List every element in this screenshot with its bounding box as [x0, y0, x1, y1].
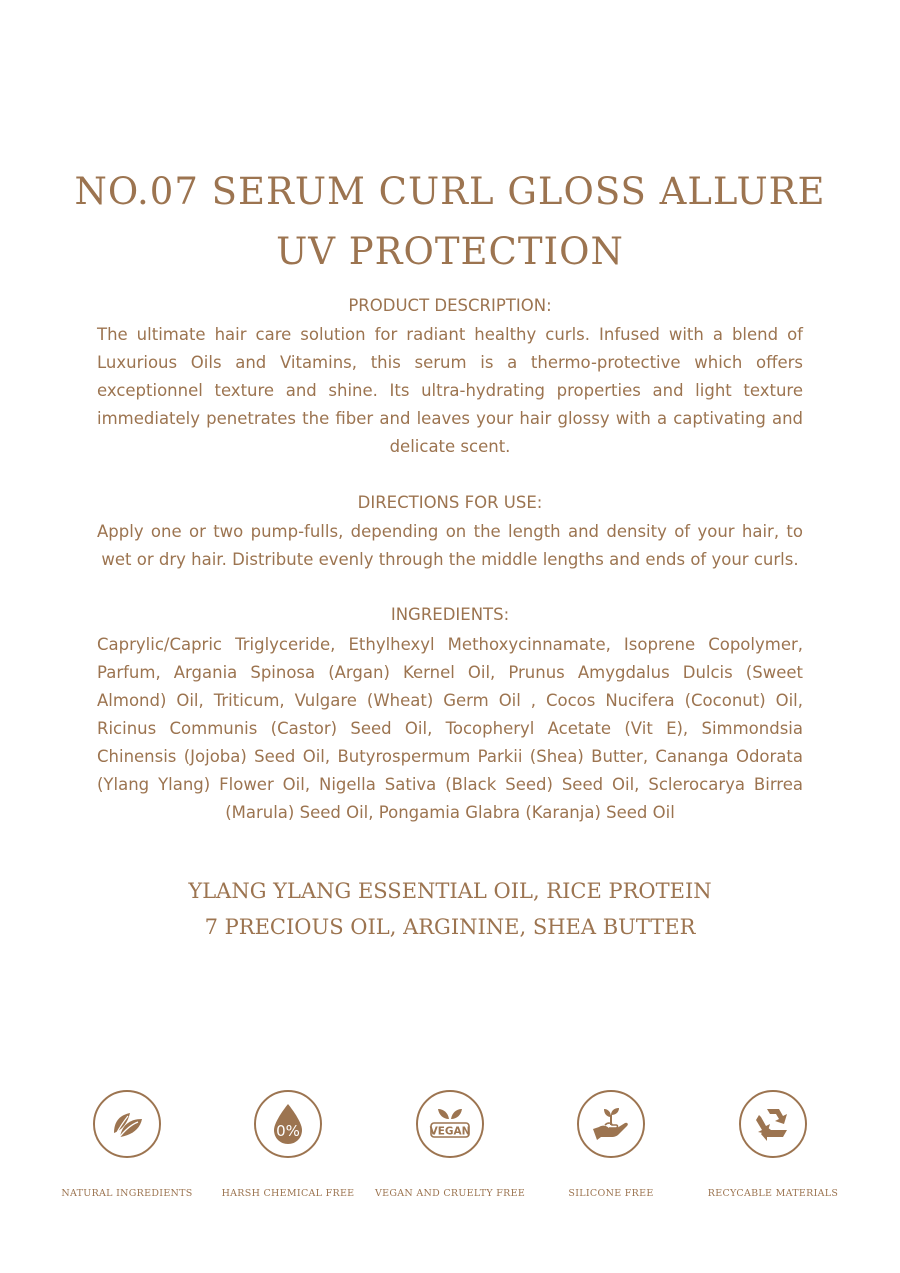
- hand-plant-icon: [577, 1090, 645, 1158]
- description-heading: PRODUCT DESCRIPTION:: [348, 296, 552, 315]
- key-ingredients: [60, 873, 840, 945]
- badge-harsh-chemical-free: [198, 1090, 378, 1199]
- ingredients-text: Caprylic/Capric Triglyceride, Ethylhexyl Methoxycinnamate, Isoprene Copolymer, Parfum, Argania Spinosa (Argan) Kernel Oil, Prunus Amygdalus Dulcis (Sweet Almond) Oil, Triticum, Vulgare (Wheat) Germ Oil , Cocos Nucifera (Coconut) Oil, Ricinus Communis (Castor) Seed Oil, Tocopheryl Acetate (Vit E), Simmondsia Chinensis (Jojoba) Seed Oil, Butyrospermum Parkii (Shea) Butter, Cananga Odorata (Ylang Ylang) Flower Oil, Nigella Sativa (Black Seed) Seed Oil, Sclerocarya Birrea (Marula) Seed Oil, Pongamia Glabra (Karanja) Seed Oil: [97, 635, 803, 822]
- key-ingredients-line-2: 7 PRECIOUS OIL, ARGININE, SHEA BUTTER: [204, 915, 696, 939]
- product-title-line-2: UV PROTECTION: [276, 230, 624, 273]
- ingredients-heading: INGREDIENTS:: [390, 605, 510, 624]
- badge-label: HARSH CHEMICAL FREE: [221, 1188, 355, 1199]
- leaf-icon: [93, 1090, 161, 1158]
- badge-label: RECYCABLE MATERIALS: [707, 1188, 839, 1199]
- badge-label: NATURAL INGREDIENTS: [61, 1188, 193, 1199]
- vegan-icon: [416, 1090, 484, 1158]
- badge-vegan-cruelty-free: [360, 1090, 540, 1199]
- directions-text: Apply one or two pump-fulls, depending on the length and density of your hair, to wet or dry hair. Distribute evenly through the middle lengths and ends of your curls.: [97, 522, 803, 569]
- badge-silicone-free: [521, 1090, 701, 1199]
- drop-icon-text: 0%: [276, 1122, 300, 1140]
- drop-icon: [254, 1090, 322, 1158]
- product-title-line-1: NO.07 SERUM CURL GLOSS ALLURE: [74, 170, 826, 213]
- directions-heading: DIRECTIONS FOR USE:: [357, 493, 543, 512]
- description-text: The ultimate hair care solution for radiant healthy curls. Infused with a blend of Luxurious Oils and Vitamins, this serum is a thermo-protective which offers exceptionnel texture and shine. Its ultra-hydrating properties and light texture immediately penetrates the fiber and leaves your hair glossy with a captivating and delicate scent.: [97, 325, 803, 456]
- vegan-icon-text: VEGAN: [429, 1125, 471, 1138]
- badge-recyclable-materials: [683, 1090, 863, 1199]
- badge-natural-ingredients: [37, 1090, 217, 1199]
- key-ingredients-line-1: YLANG YLANG ESSENTIAL OIL, RICE PROTEIN: [188, 879, 712, 903]
- badge-label: VEGAN AND CRUELTY FREE: [374, 1188, 526, 1199]
- badge-label: SILICONE FREE: [568, 1188, 654, 1199]
- recycle-icon: [739, 1090, 807, 1158]
- feature-badges: [0, 1090, 900, 1220]
